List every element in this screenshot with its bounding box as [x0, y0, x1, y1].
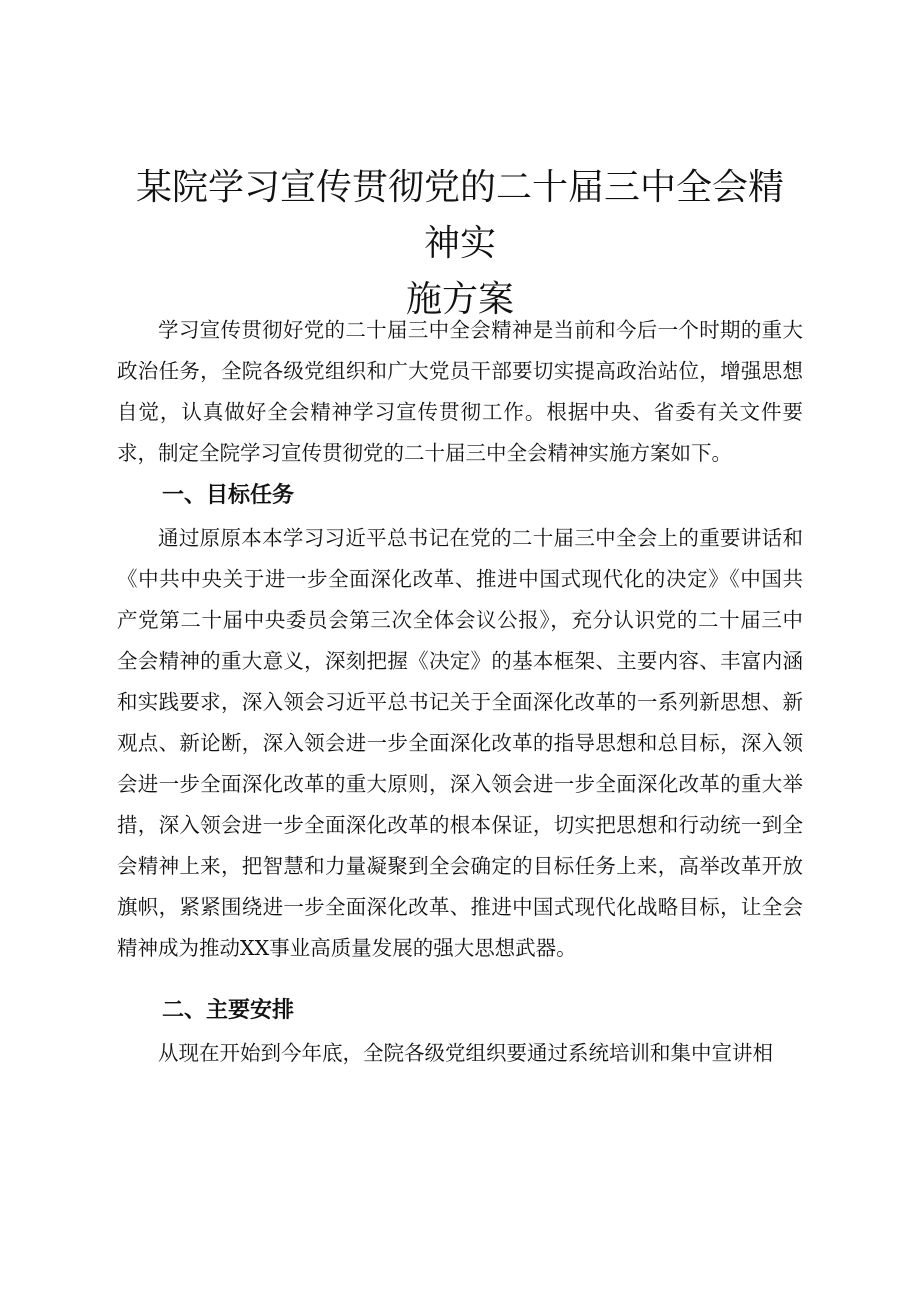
arrangements-paragraph: 从现在开始到今年底，全院各级党组织要通过系统培训和集中宣讲相 [158, 1041, 773, 1065]
title-line-1: 某院学习宣传贯彻党的二十届三中全会精神实 [135, 167, 784, 264]
document-body [117, 310, 803, 1074]
intro-paragraph: 学习宣传贯彻好党的二十届三中全会精神是当前和今后一个时期的重大政治任务，全院各级党组织和广大党员干部要切实提高政治站位，增强思想自觉，认真做好全会精神学习宣传贯彻工作。根据中央、省委有关文件要求，制定全院学习宣传贯彻党的二十届三中全会精神实施方案如下。 [117, 318, 803, 465]
section-heading-arrangements: 二、主要安排 [162, 998, 295, 1023]
goals-paragraph: 通过原原本本学习习近平总书记在党的二十届三中全会上的重要讲话和《中共中央关于进一步全面深化改革、推进中国式现代化的决定》《中国共产党第二十届中央委员会第三次全体会议公报》，充分认识党的二十届三中全会精神的重大意义，深刻把握《决定》的基本框架、主要内容、丰富内涵和实践要求，深入领会习近平总书记关于全面深化改革的一系列新思想、新观点、新论断，深入领会进一步全面深化改革的指导思想和总目标，深入领会进一步全面深化改革的重大原则，深入领会进一步全面深化改革的重大举措，深入领会进一步全面深化改革的根本保证，切实把思想和行动统一到全会精神上来，把智慧和力量凝聚到全会确定的目标任务上来，高举改革开放旗帜，紧紧围绕进一步全面深化改革、推进中国式现代化战略目标，让全会精神成为推动XX事业高质量发展的强大思想武器。 [117, 526, 803, 960]
document-title [130, 160, 790, 328]
section-heading-goals: 一、目标任务 [162, 483, 295, 508]
title-line-2: 施方案 [405, 279, 514, 320]
